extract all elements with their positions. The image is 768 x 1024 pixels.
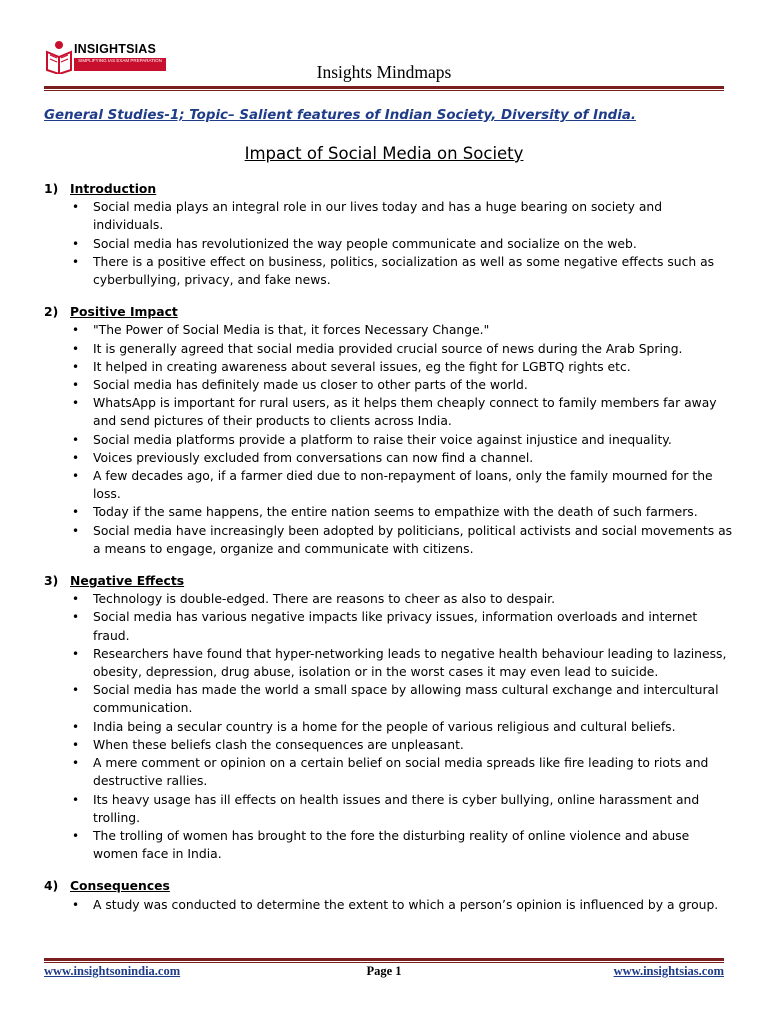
bullet-item: • The trolling of women has brought to the fore the disturbing reality of online violence and abuse women face in India. [44,827,734,863]
section-number: 4) [44,879,59,894]
section-consequences [44,877,734,913]
bullet-item: • A few decades ago, if a farmer died due to non-repayment of loans, only the family mourned for the loss. [44,467,734,503]
bullet-item: • It helped in creating awareness about several issues, eg the fight for LGBTQ rights etc. [44,358,734,376]
bullet-item: • WhatsApp is important for rural users, as it helps them cheaply connect to family members far away and send pictures of their products to clients across India. [44,394,734,430]
page-header [0,0,768,90]
logo-tagline: SIMPLIFYING IAS EXAM PREPARATION [74,58,166,71]
insightsonindia-link[interactable]: www.insightsonindia.com [44,964,181,978]
section-label: Positive Impact [70,305,178,320]
bullet-item: • It is generally agreed that social media provided crucial source of news during the Arab Spring. [44,340,734,358]
section-number: 2) [44,305,59,320]
bullet-item: • Social media platforms provide a platform to raise their voice against injustice and inequality. [44,431,734,449]
footer-rule [44,958,724,963]
document-title: Impact of Social Media on Society [244,144,524,163]
section-number: 3) [44,574,59,589]
bullet-item: • "The Power of Social Media is that, it forces Necessary Change." [44,321,734,339]
section-label: Consequences [70,879,170,894]
bullet-list [44,896,734,914]
bullet-item: • Researchers have found that hyper-networking leads to negative health behaviour leading to laziness, obesity, depression, drug abuse, isolation or in the worst cases it may even lead to suicide. [44,645,734,681]
section-heading [44,303,734,321]
bullet-item: • A mere comment or opinion on a certain belief on social media spreads like fire leading to riots and destructive rallies. [44,754,734,790]
header-rule [44,86,724,91]
section-heading [44,180,734,198]
section-heading [44,572,734,590]
document-body [44,180,734,928]
bullet-item: • Technology is double-edged. There are reasons to cheer as also to despair. [44,590,734,608]
bullet-item: • India being a secular country is a home for the people of various religious and cultural beliefs. [44,718,734,736]
bullet-item: • Today if the same happens, the entire nation seems to empathize with the death of such farmers. [44,503,734,521]
section-positive-impact [44,303,734,558]
logo-text: INSIGHTSIAS [74,42,157,56]
header-title: Insights Mindmaps [316,62,452,82]
section-number: 1) [44,182,59,196]
bullet-item: • Social media has definitely made us closer to other parts of the world. [44,376,734,394]
bullet-item: • Social media has various negative impacts like privacy issues, information overloads and internet fraud. [44,608,734,644]
bullet-item: • There is a positive effect on business, politics, socialization as well as some negative effects such as cyberbullying, privacy, and fake news. [44,253,734,289]
bullet-item: • Its heavy usage has ill effects on health issues and there is cyber bullying, online harassment and trolling. [44,791,734,827]
bullet-list [44,321,734,558]
section-heading [44,877,734,895]
bullet-item: • Social media plays an integral role in our lives today and has a huge bearing on society and individuals. [44,198,734,234]
page-footer [44,964,724,982]
bullet-item: • A study was conducted to determine the extent to which a person’s opinion is influenced by a group. [44,896,734,914]
bullet-item: • Social media have increasingly been adopted by politicians, political activists and social movements as a means to engage, organize and communicate with citizens. [44,522,734,558]
section-negative-effects [44,572,734,863]
page-number: Page 1 [366,964,402,978]
section-label: Negative Effects [70,574,185,589]
insightsias-link[interactable]: www.insightsias.com [613,964,724,978]
bullet-item: • When these beliefs clash the consequences are unpleasant. [44,736,734,754]
bullet-item: • Social media has revolutionized the way people communicate and socialize on the web. [44,235,734,253]
bullet-list [44,590,734,863]
section-label: Introduction [70,182,157,196]
bullet-list [44,198,734,289]
section-introduction [44,180,734,289]
bullet-item: • Social media has made the world a small space by allowing mass cultural exchange and intercultural communication. [44,681,734,717]
subject-line: General Studies-1; Topic– Salient features of Indian Society, Diversity of India. [44,108,636,123]
bullet-item: • Voices previously excluded from conversations can now find a channel. [44,449,734,467]
